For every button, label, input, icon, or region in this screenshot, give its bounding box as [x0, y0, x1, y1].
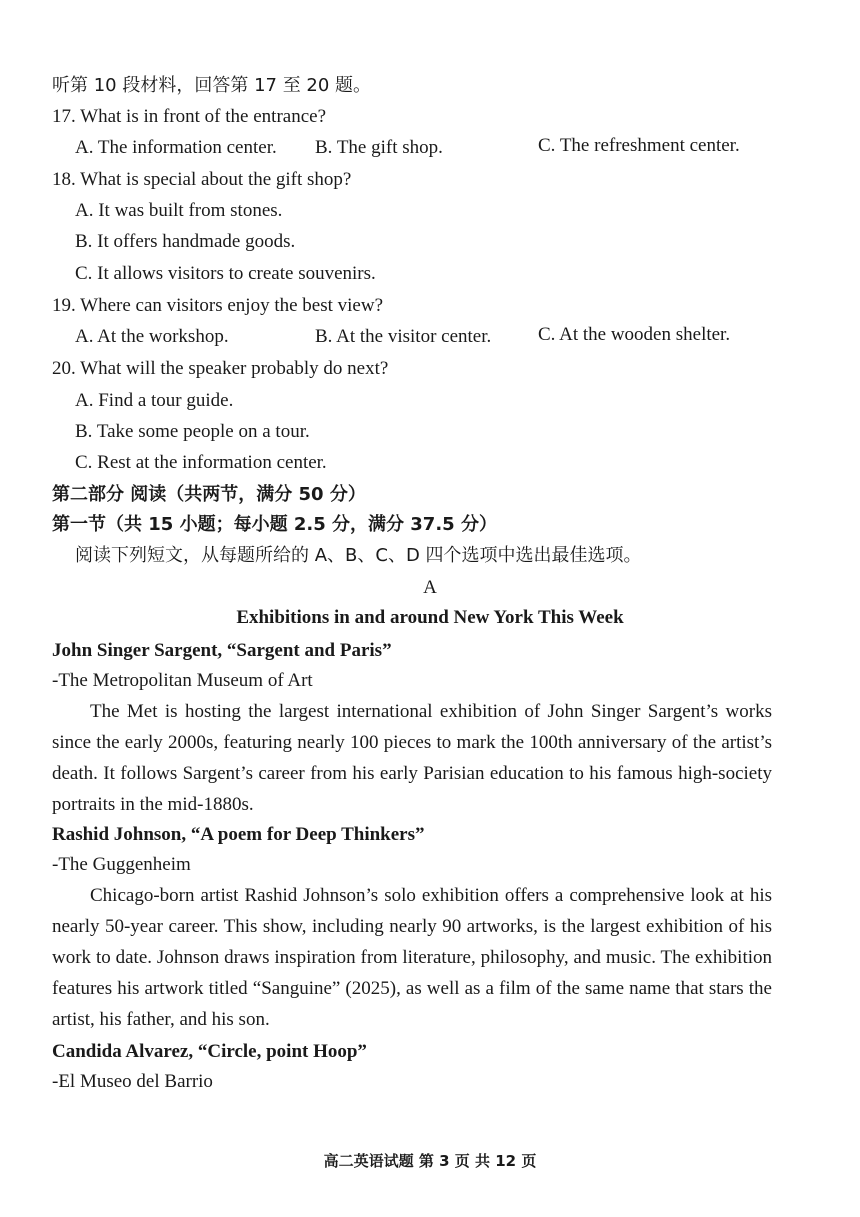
exhibition-3-heading: Candida Alvarez, “Circle, point Hoop”	[52, 1041, 367, 1062]
exhibition-1-heading: John Singer Sargent, “Sargent and Paris”	[52, 640, 392, 661]
exhibition-2-venue: -The Guggenheim	[52, 854, 191, 875]
question-18-stem: 18. What is special about the gift shop?	[52, 169, 352, 190]
question-20-option-c: C. Rest at the information center.	[75, 452, 327, 473]
part-two-title: 第二部分 阅读（共两节，满分 50 分）	[52, 484, 366, 505]
question-19-option-a: A. At the workshop.	[75, 326, 229, 347]
question-20-option-a: A. Find a tour guide.	[75, 390, 234, 411]
passage-title: Exhibitions in and around New York This Week	[236, 607, 624, 628]
question-20-option-b: B. Take some people on a tour.	[75, 421, 310, 442]
question-17-option-c: C. The refreshment center.	[538, 135, 740, 156]
section-one-title: 第一节（共 15 小题；每小题 2.5 分，满分 37.5 分）	[52, 514, 497, 535]
exhibition-2-body: Chicago-born artist Rashid Johnson’s solo exhibition offers a comprehensive look at his nearly 50-year career. This show, including nearly 90 artworks, is the largest exhibition of his work to date. Johnson draws inspiration from literature, philosophy, and music. The exhibition features his artwork titled “Sanguine” (2025), as well as a film of the same name that stars the artist, his father, and his son.	[52, 885, 772, 1030]
page-footer: 高二英语试题 第 3 页 共 12 页	[323, 1152, 537, 1170]
question-18-option-c: C. It allows visitors to create souvenirs.	[75, 263, 376, 284]
listening-instruction: 听第 10 段材料，回答第 17 至 20 题。	[52, 75, 372, 96]
exhibition-3-venue: -El Museo del Barrio	[52, 1071, 213, 1092]
exhibition-1-body: The Met is hosting the largest international exhibition of John Singer Sargent’s works since the early 2000s, featuring nearly 100 pieces to mark the 100th anniversary of the artist’s death. It follows Sargent’s career from his early Parisian education to his famous high-society portraits in the mid-1880s.	[52, 701, 772, 815]
question-17-stem: 17. What is in front of the entrance?	[52, 106, 326, 127]
question-19-option-c: C. At the wooden shelter.	[538, 324, 731, 345]
question-19-stem: 19. Where can visitors enjoy the best view?	[52, 295, 383, 316]
question-19-option-b: B. At the visitor center.	[315, 326, 492, 347]
passage-letter: A	[423, 577, 437, 598]
question-18-option-b: B. It offers handmade goods.	[75, 231, 296, 252]
exhibition-2-heading: Rashid Johnson, “A poem for Deep Thinkers”	[52, 824, 425, 845]
question-17-option-a: A. The information center.	[75, 137, 277, 158]
question-18-option-a: A. It was built from stones.	[75, 200, 283, 221]
question-20-stem: 20. What will the speaker probably do next?	[52, 358, 389, 379]
exhibition-1-venue: -The Metropolitan Museum of Art	[52, 670, 313, 691]
reading-instruction: 阅读下列短文，从每题所给的 A、B、C、D 四个选项中选出最佳选项。	[75, 545, 642, 566]
question-17-option-b: B. The gift shop.	[315, 137, 443, 158]
